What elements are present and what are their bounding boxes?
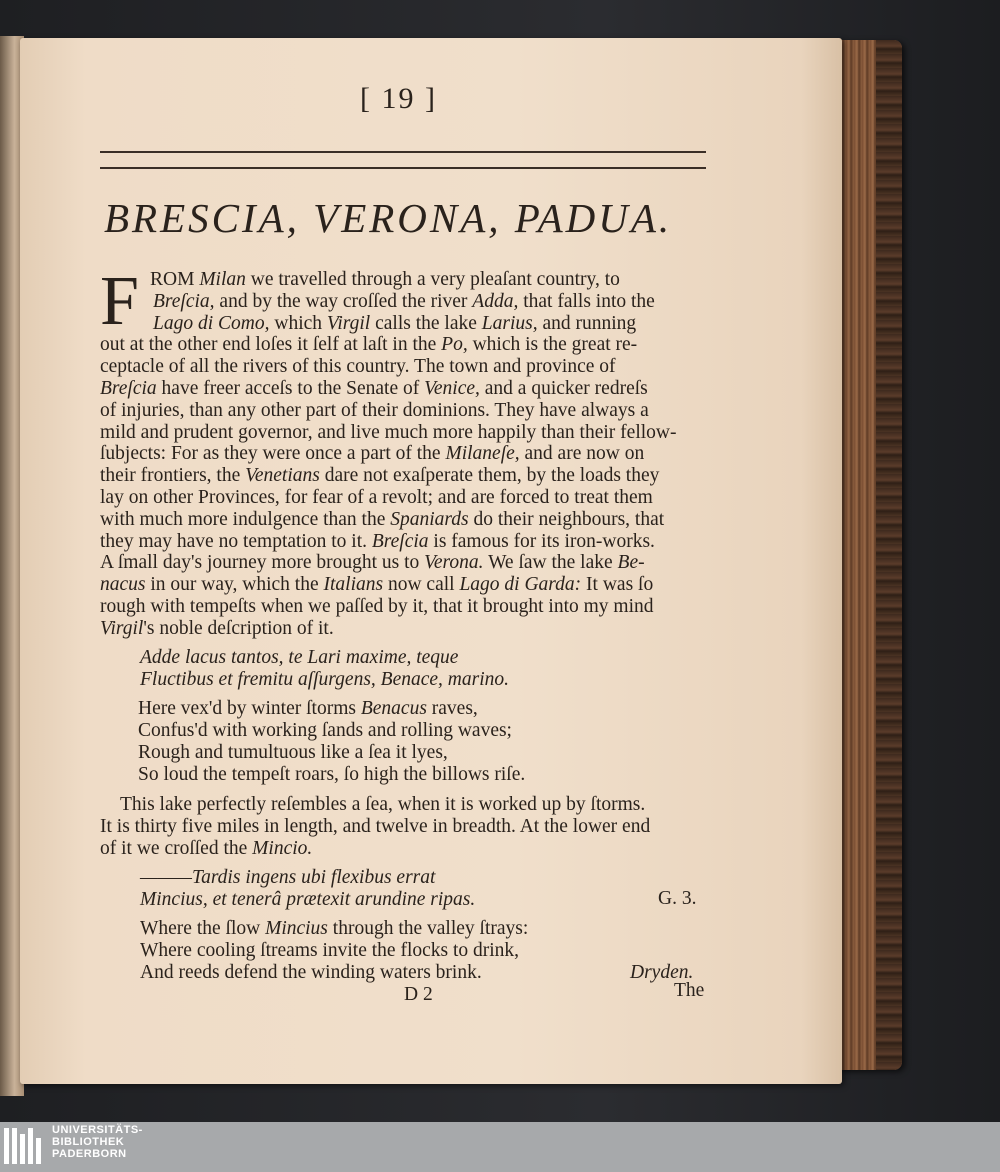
citation-dryden: Dryden.	[630, 962, 694, 983]
verse1-line	[138, 742, 448, 764]
text-run: Where cooling ſtreams invite the flocks to drink,	[140, 940, 520, 961]
text-run: Adda,	[472, 290, 519, 312]
text-run: So loud the tempeſt roars, ſo high the billows riſe.	[138, 764, 526, 785]
paragraph1-line	[100, 400, 649, 422]
text-run: Venice,	[424, 378, 480, 399]
text-run: we travelled through a very pleaſant country, to	[245, 269, 620, 290]
verse1-line	[138, 698, 478, 720]
text-run: which	[269, 312, 327, 334]
paragraph1-line	[100, 487, 653, 509]
text-run: Here vex'd by winter ſtorms	[138, 698, 361, 719]
text-run: do their neighbours, that	[468, 508, 665, 530]
header-rule-top	[100, 151, 706, 153]
chapter-title: BRESCIA, VERONA, PADUA.	[104, 195, 673, 241]
paragraph1-line	[153, 313, 636, 335]
text-run: raves,	[426, 698, 478, 719]
text-run: Virgil	[100, 617, 144, 639]
text-run: now call	[383, 574, 460, 596]
text-run: Breſcia	[100, 378, 157, 399]
paragraph2-line	[100, 816, 650, 838]
text-run: Virgil	[326, 312, 371, 334]
text-run: through the valley ſtrays:	[327, 918, 529, 939]
text-run: that falls into the	[518, 290, 655, 312]
library-name-line-2: BIBLIOTHEK	[52, 1136, 125, 1148]
text-run: Milan	[199, 269, 246, 290]
latin_quote2-line: Mincius, et tenerâ prætexit arundine ripas.	[140, 889, 476, 910]
text-run: of injuries, than any other part of their dominions. They have always a	[100, 399, 649, 421]
paragraph1-line	[100, 378, 648, 400]
text-run: Benacus	[360, 698, 427, 719]
paragraph1-line	[100, 443, 644, 465]
book-fore-edge	[838, 40, 902, 1070]
text-run: And reeds defend the winding waters brink.	[140, 962, 482, 983]
library-name-line-1: UNIVERSITÄTS-	[52, 1124, 143, 1136]
drop-cap: F	[100, 263, 139, 340]
text-run: This lake perfectly reſembles a ſea, when it is worked up by ſtorms.	[120, 794, 646, 815]
text-run: ceptacle of all the rivers of this country. The town and province of	[100, 356, 616, 378]
paragraph1-line	[100, 618, 334, 640]
header-rule-bottom	[100, 167, 706, 169]
text-run: ſubjects: For as they were once a part of the	[100, 443, 446, 465]
text-run: It was ſo	[581, 574, 654, 596]
text-run: rough with tempeſts when we paſſed by it, that it brought into my mind	[100, 596, 654, 617]
verse1-line	[138, 720, 512, 742]
text-run: of it we croſſed the	[100, 838, 253, 859]
verse2-line	[140, 918, 528, 940]
text-run: nacus	[100, 574, 146, 596]
verse1-line	[138, 764, 525, 786]
text-run: Italians	[323, 574, 384, 596]
text-run: calls the lake	[370, 312, 482, 334]
signature-mark: D 2	[404, 984, 433, 1005]
library-name	[52, 1124, 143, 1160]
text-run: Be-	[617, 552, 645, 574]
paragraph1-line	[100, 356, 616, 378]
text-run: 's noble deſcription of it.	[143, 617, 334, 639]
library-footer	[0, 1122, 1000, 1172]
text-run: Venetians	[245, 465, 320, 487]
text-run: and a quicker redreſs	[479, 378, 648, 399]
paragraph1-line	[153, 291, 655, 313]
text-run: lay on other Provinces, for fear of a revolt; and are forced to treat them	[100, 487, 653, 508]
text-run: ROM	[150, 269, 200, 290]
paragraph1-line	[100, 334, 637, 356]
text-run: We ſaw the lake	[483, 552, 618, 574]
catchword: The	[674, 980, 705, 1001]
paragraph1-line	[100, 552, 645, 574]
text-run: Verona.	[424, 552, 484, 574]
text-run: and are now on	[519, 443, 645, 465]
text-run: and by the way croſſed the river	[214, 290, 473, 312]
text-run: Mincio.	[252, 838, 313, 859]
verse2-line	[140, 962, 482, 984]
text-run: Lago di Garda:	[459, 574, 582, 596]
page-number: [ 19 ]	[360, 82, 437, 115]
library-logo-icon	[0, 1124, 50, 1170]
paragraph1-line	[150, 269, 620, 291]
paragraph2-line	[120, 794, 645, 816]
text-run: Confus'd with working ſands and rolling waves;	[138, 720, 512, 741]
text-run: Lago di Como,	[153, 312, 270, 334]
text-run: is famous for its iron-works.	[428, 530, 655, 552]
text-run: in our way, which the	[145, 574, 324, 596]
text-run: Rough and tumultuous like a ſea it lyes,	[138, 742, 448, 763]
text-run: have freer acceſs to the Senate of	[156, 378, 425, 399]
text-run: Mincius	[265, 918, 328, 939]
text-run: dare not exaſperate them, by the loads they	[319, 465, 660, 487]
text-run: their frontiers, the	[100, 465, 246, 487]
text-run: which is the great re-	[467, 334, 638, 356]
paragraph1-line	[100, 422, 676, 444]
text-run: Larius,	[481, 312, 538, 334]
text-run: Po,	[441, 334, 468, 356]
text-run: Breſcia	[371, 530, 429, 552]
verse2-line	[140, 940, 519, 962]
text-run: Milaneſe,	[445, 443, 520, 465]
latin_quote1-line: Fluctibus et fremitu aſſurgens, Benace, marino.	[140, 669, 509, 690]
text-run: A ſmall day's journey more brought us to	[100, 552, 425, 574]
library-name-line-3: PADERBORN	[52, 1148, 127, 1160]
latin_quote1-line: Adde lacus tantos, te Lari maxime, teque	[140, 647, 459, 668]
latin_quote2-line: ———Tardis ingens ubi flexibus errat	[140, 867, 436, 888]
paragraph1-line	[100, 574, 653, 596]
text-run: they may have no temptation to it.	[100, 530, 372, 552]
paragraph1-line	[100, 465, 659, 487]
paragraph2-line	[100, 838, 312, 860]
citation-georgics: G. 3.	[658, 888, 697, 909]
paragraph1-line	[100, 509, 664, 531]
text-run: out at the other end loſes it ſelf at laſt in the	[100, 334, 442, 356]
text-run: It is thirty five miles in length, and twelve in breadth. At the lower end	[100, 816, 651, 837]
text-run: Where the ſlow	[140, 918, 266, 939]
paragraph1-line	[100, 596, 654, 618]
text-run: and running	[537, 312, 637, 334]
paragraph1-line	[100, 531, 655, 553]
text-run: Spaniards	[390, 508, 469, 530]
text-run: Breſcia,	[153, 290, 215, 312]
text-run: with much more indulgence than the	[100, 508, 391, 530]
text-run: mild and prudent governor, and live much more happily than their fellow-	[100, 421, 677, 443]
